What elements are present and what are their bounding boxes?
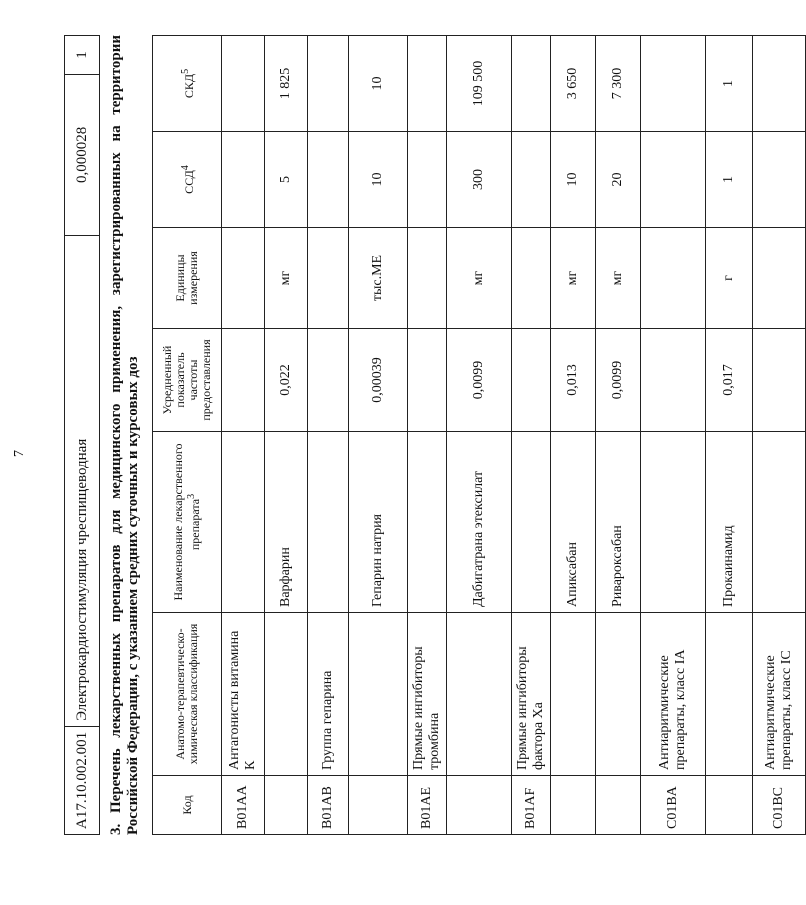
cell-skd: 10 (349, 36, 408, 132)
cell-code (706, 776, 753, 835)
cell-freq: 0,013 (551, 329, 596, 432)
cell-unit: мг (265, 228, 308, 329)
cell-atc: Антиаритмические препараты, класс IA (641, 613, 706, 776)
cell-freq: 0,00039 (349, 329, 408, 432)
cell-code (349, 776, 408, 835)
col-skd (153, 36, 222, 132)
cell-ssd (753, 132, 806, 228)
table-row (551, 36, 596, 835)
table-row (265, 36, 308, 835)
cell-drug: Гепарин натрия (349, 432, 408, 613)
cell-ssd: 10 (551, 132, 596, 228)
cell-unit: мг (447, 228, 512, 329)
cell-freq (308, 329, 349, 432)
col-ssd-label: ССД (181, 170, 196, 194)
cell-freq (222, 329, 265, 432)
cell-unit: мг (551, 228, 596, 329)
col-drug-footnote: 3 (186, 493, 197, 499)
table-row (706, 36, 753, 835)
cell-atc: Группа гепарина (308, 613, 349, 776)
cell-unit (222, 228, 265, 329)
table-row (512, 36, 551, 835)
cell-code: C01BA (641, 776, 706, 835)
section-heading: 3. Перечень лекарственных препаратов для медицинского применения, зарегистрированных на территории Российской Федерации, с указанием средних суточных и курсовых доз (108, 35, 141, 835)
cell-freq: 0,017 (706, 329, 753, 432)
cell-freq (512, 329, 551, 432)
cell-ssd (512, 132, 551, 228)
cell-atc (551, 613, 596, 776)
cell-skd (408, 36, 447, 132)
table-row (641, 36, 706, 835)
cell-code: B01AA (222, 776, 265, 835)
table-row (65, 36, 100, 835)
cell-drug (408, 432, 447, 613)
cell-drug (641, 432, 706, 613)
drugs-table (152, 35, 806, 835)
cell-ssd (408, 132, 447, 228)
cell-atc: Прямые ингибиторы фактора Ха (512, 613, 551, 776)
cell-freq (753, 329, 806, 432)
cell-unit (753, 228, 806, 329)
col-ssd (153, 132, 222, 228)
cell-ssd: 300 (447, 132, 512, 228)
cell-skd: 3 650 (551, 36, 596, 132)
col-frequency: Усредненный показатель частоты предоставления (153, 329, 222, 432)
cell-unit (641, 228, 706, 329)
cell-unit: тыс.МЕ (349, 228, 408, 329)
cell-drug: Варфарин (265, 432, 308, 613)
cell-freq: 0,0099 (596, 329, 641, 432)
cell-freq: 0,0099 (447, 329, 512, 432)
cell-ssd: 1 (706, 132, 753, 228)
cell-ssd (308, 132, 349, 228)
col-skd-footnote: 5 (179, 68, 191, 74)
cell-atc (706, 613, 753, 776)
cell-drug: Апиксабан (551, 432, 596, 613)
cell-code (265, 776, 308, 835)
header-row (153, 36, 222, 835)
cell-unit (308, 228, 349, 329)
cell-freq (641, 329, 706, 432)
cell-skd (512, 36, 551, 132)
cell-unit (408, 228, 447, 329)
table-row (222, 36, 265, 835)
col-drug (153, 432, 222, 613)
cell-skd (753, 36, 806, 132)
table-row (349, 36, 408, 835)
cell-ssd: 20 (596, 132, 641, 228)
cell-code: B01AE (408, 776, 447, 835)
table-row (447, 36, 512, 835)
col-skd-label: СКД (181, 73, 196, 99)
cell-atc (265, 613, 308, 776)
cell-code: C01BC (753, 776, 806, 835)
previous-section-table (64, 35, 100, 835)
table-row (596, 36, 641, 835)
cell-ssd: 10 (349, 132, 408, 228)
cell-unit (512, 228, 551, 329)
col-unit: Единицы измерения (153, 228, 222, 329)
table-row (753, 36, 806, 835)
cell-ssd (641, 132, 706, 228)
col-atc: Анатомо-терапевтическо-химическая классификация (153, 613, 222, 776)
cell-code: B01AB (308, 776, 349, 835)
service-multiplicity: 1 (65, 36, 100, 75)
cell-drug (753, 432, 806, 613)
cell-code (447, 776, 512, 835)
cell-drug (308, 432, 349, 613)
cell-atc: Прямые ингибиторы тромбина (408, 613, 447, 776)
col-code: Код (153, 776, 222, 835)
page-number: 7 (12, 450, 27, 457)
cell-skd (641, 36, 706, 132)
cell-ssd: 5 (265, 132, 308, 228)
cell-drug: Ривароксабан (596, 432, 641, 613)
col-drug-label: Наименование лекарственного препарата (171, 443, 202, 601)
cell-skd: 1 (706, 36, 753, 132)
service-code: A17.10.002.001 (65, 726, 100, 834)
cell-code (551, 776, 596, 835)
cell-drug (222, 432, 265, 613)
cell-ssd (222, 132, 265, 228)
cell-atc: Антиаритмические препараты, класс IC (753, 613, 806, 776)
table-row (408, 36, 447, 835)
cell-atc (596, 613, 641, 776)
cell-atc: Антагонисты витамина К (222, 613, 265, 776)
cell-code (596, 776, 641, 835)
cell-atc (447, 613, 512, 776)
cell-drug: Прокаинамид (706, 432, 753, 613)
service-name: Электрокардиостимуляция чреспищеводная (65, 235, 100, 726)
cell-freq (408, 329, 447, 432)
cell-skd: 7 300 (596, 36, 641, 132)
cell-skd: 109 500 (447, 36, 512, 132)
cell-drug: Дабигатрана этексилат (447, 432, 512, 613)
cell-skd: 1 825 (265, 36, 308, 132)
cell-skd (222, 36, 265, 132)
cell-drug (512, 432, 551, 613)
col-ssd-footnote: 4 (179, 165, 191, 171)
cell-unit: мг (596, 228, 641, 329)
cell-atc (349, 613, 408, 776)
cell-unit: г (706, 228, 753, 329)
cell-freq: 0,022 (265, 329, 308, 432)
cell-skd (308, 36, 349, 132)
table-row (308, 36, 349, 835)
cell-code: B01AF (512, 776, 551, 835)
service-frequency: 0,000028 (65, 74, 100, 235)
